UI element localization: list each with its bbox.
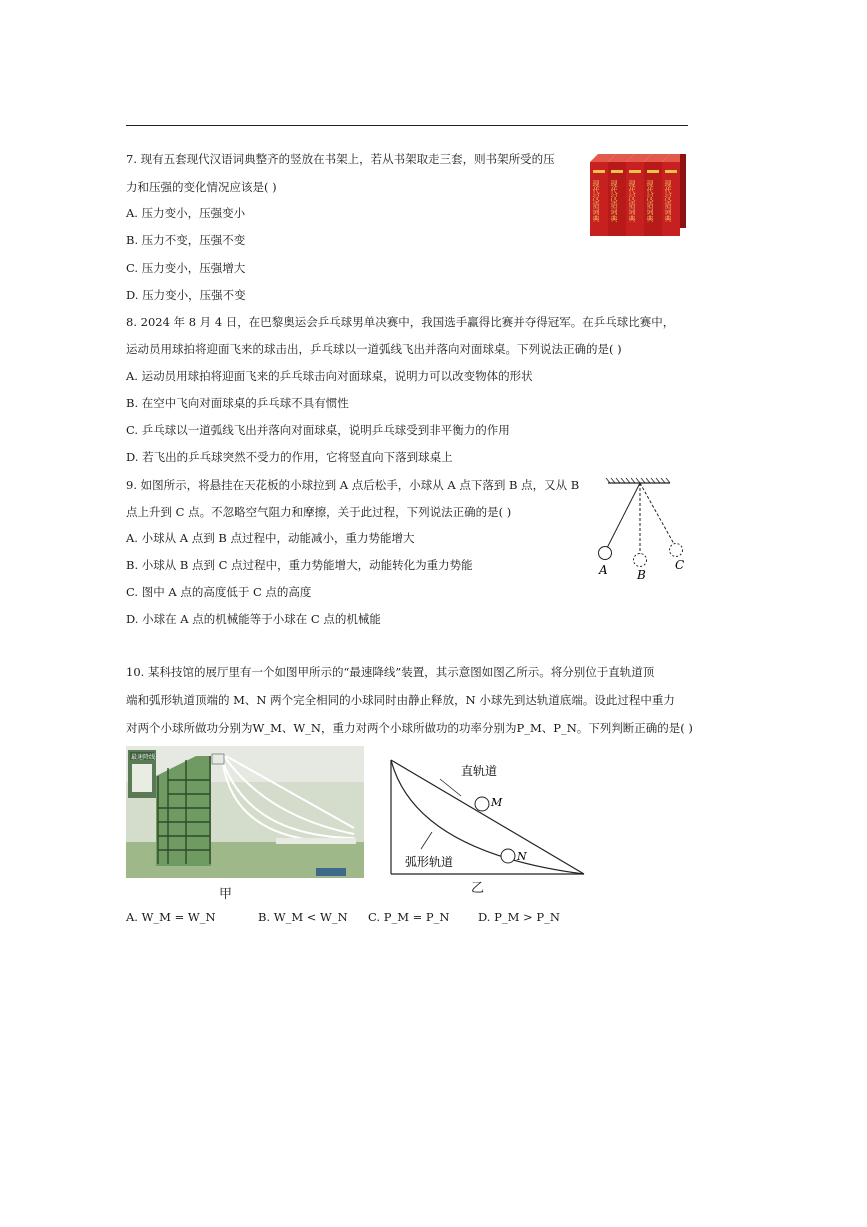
- q7-option-c: C. 压力变小，压强增大: [126, 261, 246, 275]
- q7-option-b: B. 压力不变，压强不变: [126, 233, 246, 247]
- q10-stem-line-1: 10. 某科技馆的展厅里有一个如图甲所示的“最速降线”装置，其示意图如图乙所示。将分别位于直轨道顶: [126, 665, 655, 679]
- q8-option-a: A. 运动员用球拍将迎面飞来的乒乓球击向对面球桌，说明力可以改变物体的形状: [126, 369, 533, 383]
- q8-stem-line-2: 运动员用球拍将迎面飞来的球击出，乒乓球以一道弧线飞出并落向对面球桌。下列说法正确的是( ): [126, 342, 622, 356]
- photo-sign: 最速降线: [131, 754, 156, 761]
- q10-option-c: C. P_M = P_N: [368, 910, 450, 924]
- book-spine-label: 现代汉语词典: [646, 180, 654, 222]
- point-b-label: B: [637, 568, 646, 582]
- q9-option-b: B. 小球从 B 点到 C 点过程中，重力势能增大，动能转化为重力势能: [126, 558, 473, 572]
- book-spine-label: 现代汉语词典: [664, 180, 672, 222]
- ball-m-label: M: [491, 796, 503, 809]
- q8-stem-line-1: 8. 2024 年 8 月 4 日，在巴黎奥运会乒乓球男单决赛中，我国选手赢得比赛并夺得冠军。在乒乓球比赛中，: [126, 315, 675, 329]
- arc-track-label: 弧形轨道: [405, 855, 454, 869]
- ball-n-label: N: [517, 850, 527, 863]
- q10-option-b: B. W_M < W_N: [258, 910, 348, 924]
- q9-stem-line-2: 点上升到 C 点。不忽略空气阻力和摩擦，关于此过程，下列说法正确的是( ): [126, 505, 512, 519]
- q8-option-d: D. 若飞出的乒乓球突然不受力的作用，它将竖直向下落到球桌上: [126, 450, 453, 464]
- q9-option-c: C. 图中 A 点的高度低于 C 点的高度: [126, 585, 312, 599]
- dictionary-books-figure: [588, 150, 688, 240]
- q9-option-d: D. 小球在 A 点的机械能等于小球在 C 点的机械能: [126, 612, 381, 626]
- header-rule: [126, 125, 688, 126]
- q7-stem-line-2: 力和压强的变化情况应该是( ): [126, 180, 277, 194]
- q10-option-d: D. P_M > P_N: [478, 910, 560, 924]
- q10-option-a: A. W_M = W_N: [126, 910, 216, 924]
- book-spine-label: 现代汉语词典: [592, 180, 600, 222]
- straight-track-label: 直轨道: [461, 764, 498, 778]
- q8-option-c: C. 乒乓球以一道弧线飞出并落向对面球桌，说明乒乓球受到非平衡力的作用: [126, 423, 510, 437]
- q9-option-a: A. 小球从 A 点到 B 点过程中，动能减小，重力势能增大: [126, 531, 415, 545]
- tracks-diagram: [385, 752, 590, 882]
- q7-option-d: D. 压力变小，压强不变: [126, 288, 246, 302]
- q7-option-a: A. 压力变小，压强变小: [126, 206, 246, 220]
- figure-yi-caption: 乙: [471, 881, 485, 896]
- q8-option-b: B. 在空中飞向对面球桌的乒乓球不具有惯性: [126, 396, 349, 410]
- q9-stem-line-1: 9. 如图所示，将悬挂在天花板的小球拉到 A 点后松手，小球从 A 点下落到 B 点，又从 B: [126, 478, 580, 492]
- q10-stem-line-2: 端和弧形轨道顶端的 M、N 两个完全相同的小球同时由静止释放，N 小球先到达轨道底端。设此过程中重力: [126, 693, 675, 707]
- book-spine-label: 现代汉语词典: [610, 180, 618, 222]
- brachistochrone-photo: [126, 746, 364, 878]
- book-spine-label: 现代汉语词典: [628, 180, 636, 222]
- point-c-label: C: [675, 558, 685, 572]
- point-a-label: A: [599, 563, 608, 577]
- pendulum-figure: [590, 476, 690, 584]
- figure-jia-caption: 甲: [219, 887, 233, 902]
- q7-stem-line-1: 7. 现有五套现代汉语词典整齐的竖放在书架上，若从书架取走三套，则书架所受的压: [126, 152, 555, 166]
- q10-stem-line-3: 对两个小球所做功分别为W_M、W_N，重力对两个小球所做功的功率分别为P_M、P_N。下列判断正确的是( ): [126, 721, 693, 735]
